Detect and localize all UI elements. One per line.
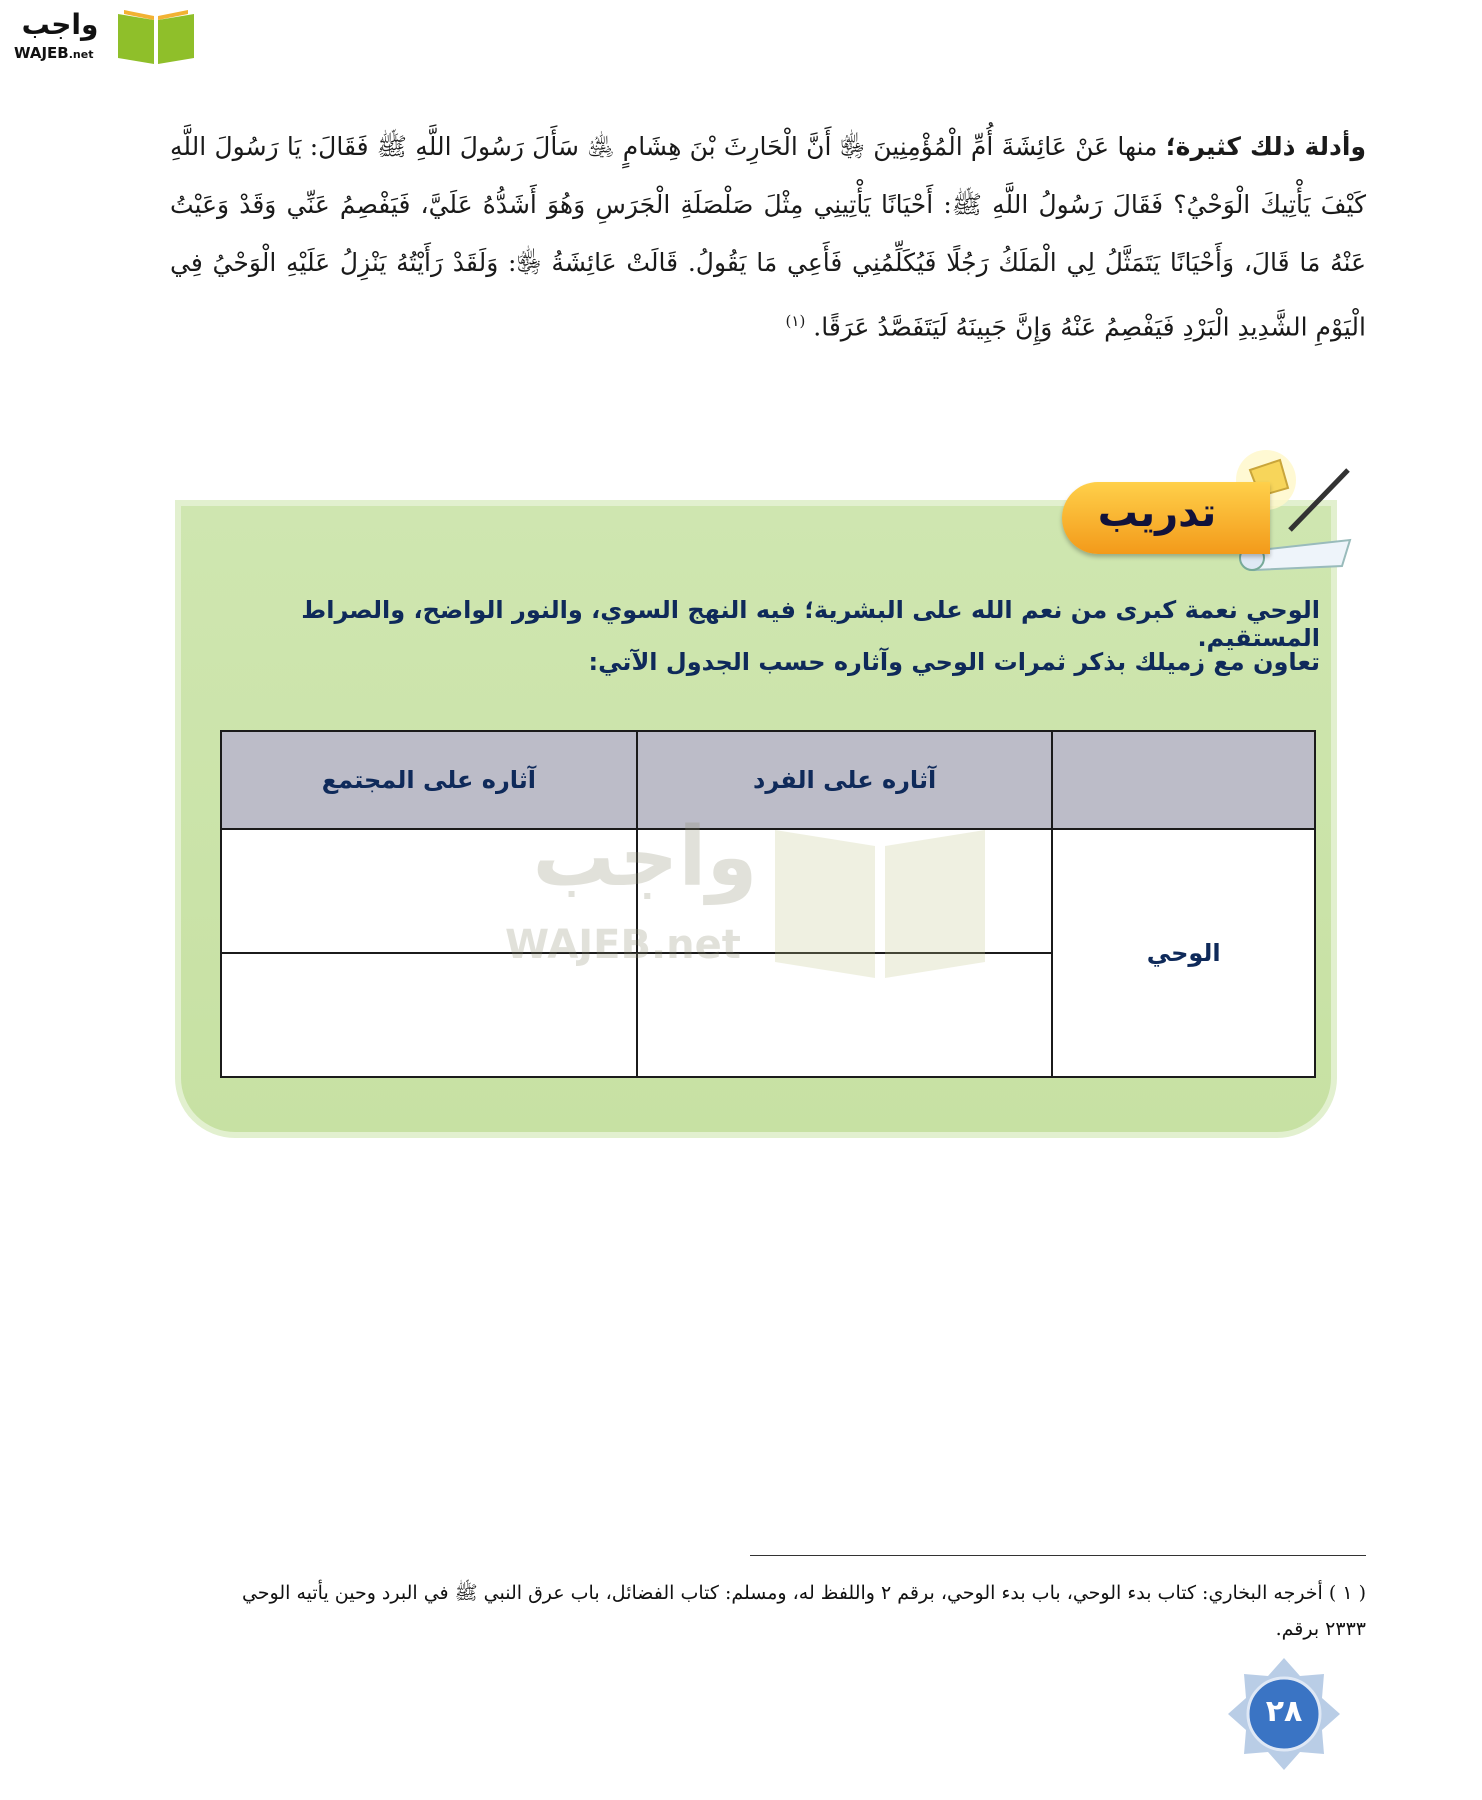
table-header-individual: آثاره على الفرد (637, 731, 1053, 829)
answer-cell-society-2[interactable] (221, 953, 637, 1077)
footnote: ( ١ ) أخرجه البخاري: كتاب بدء الوحي، باب بدء الوحي، برقم ٢ واللفظ له، ومسلم: كتاب الفضائل، باب عرق النبي ﷺ في البرد وحين يأتيه الوحي ٢٣٣٣ برقم. (241, 1582, 1366, 1640)
exercise-instruction-line: تعاون مع زميلك بذكر ثمرات الوحي وآثاره حسب الجدول الآتي: (588, 648, 1320, 676)
page-number: ٢٨ (1265, 1694, 1303, 1729)
exercise-intro-line: الوحي نعمة كبرى من نعم الله على البشرية؛ فيه النهج السوي، والنور الواضح، والصراط المستقيم. (301, 596, 1320, 652)
intro-text: منها عَنْ عَائِشَةَ أُمِّ الْمُؤْمِنِينَ ﵂ أَنَّ الْحَارِثَ بْنَ هِشَامٍ ﵁ سَأَلَ رَسُولَ اللَّهِ ﷺ فَقَالَ: يَا رَسُولَ اللَّهِ كَيْفَ يَأْتِيكَ الْوَحْيُ؟ فَقَالَ رَسُولُ اللَّهِ ﷺ: أَحْيَانًا يَأْتِينِي مِثْلَ صَلْصَلَةِ الْجَرَسِ وَهُوَ أَشَدُّهُ عَلَيَّ، فَيَفْصِمُ عَنِّي وَقَدْ وَعَيْتُ عَنْهُ مَا قَالَ، وَأَحْيَانًا يَتَمَثَّلُ لِي الْمَلَكُ رَجُلًا فَيُكَلِّمُنِي فَأَعِي مَا يَقُولُ. قَالَتْ عَائِشَةُ ﵂: وَلَقَدْ رَأَيْتُهُ يَنْزِلُ عَلَيْهِ الْوَحْيُ فِي الْيَوْمِ الشَّدِيدِ الْبَرْدِ فَيَفْصِمُ عَنْهُ وَإِنَّ جَبِينَهُ لَيَتَفَصَّدُ عَرَقًا. (170, 132, 1366, 342)
logo-subtext: WAJEB.net (14, 44, 94, 62)
logo-text: واجب (21, 8, 99, 41)
site-logo[interactable] (10, 6, 190, 66)
answer-cell-society-1[interactable] (221, 829, 637, 953)
exercise-tab (1062, 482, 1270, 554)
effects-table (220, 730, 1316, 1078)
answer-cell-individual-1[interactable] (637, 829, 1053, 953)
table-header-society: آثاره على المجتمع (221, 731, 637, 829)
table-row-label: الوحي (1052, 829, 1315, 1077)
exercise-tab-label: تدريب (1097, 490, 1217, 536)
watermark-subtext: WAJEB.net (505, 922, 741, 968)
intro-lead: وأدلة ذلك كثيرة؛ (1165, 132, 1366, 161)
table-row (221, 829, 1315, 953)
intro-paragraph (170, 118, 1366, 356)
book-icon (114, 6, 198, 66)
footnote-divider (750, 1555, 1366, 1556)
answer-cell-individual-2[interactable] (637, 953, 1053, 1077)
page-number-badge (1226, 1656, 1342, 1772)
table-header-row (221, 731, 1315, 829)
table-header-empty (1052, 731, 1315, 829)
footnote-ref[interactable]: (١) (785, 312, 806, 330)
watermark-text: واجب (532, 810, 758, 905)
